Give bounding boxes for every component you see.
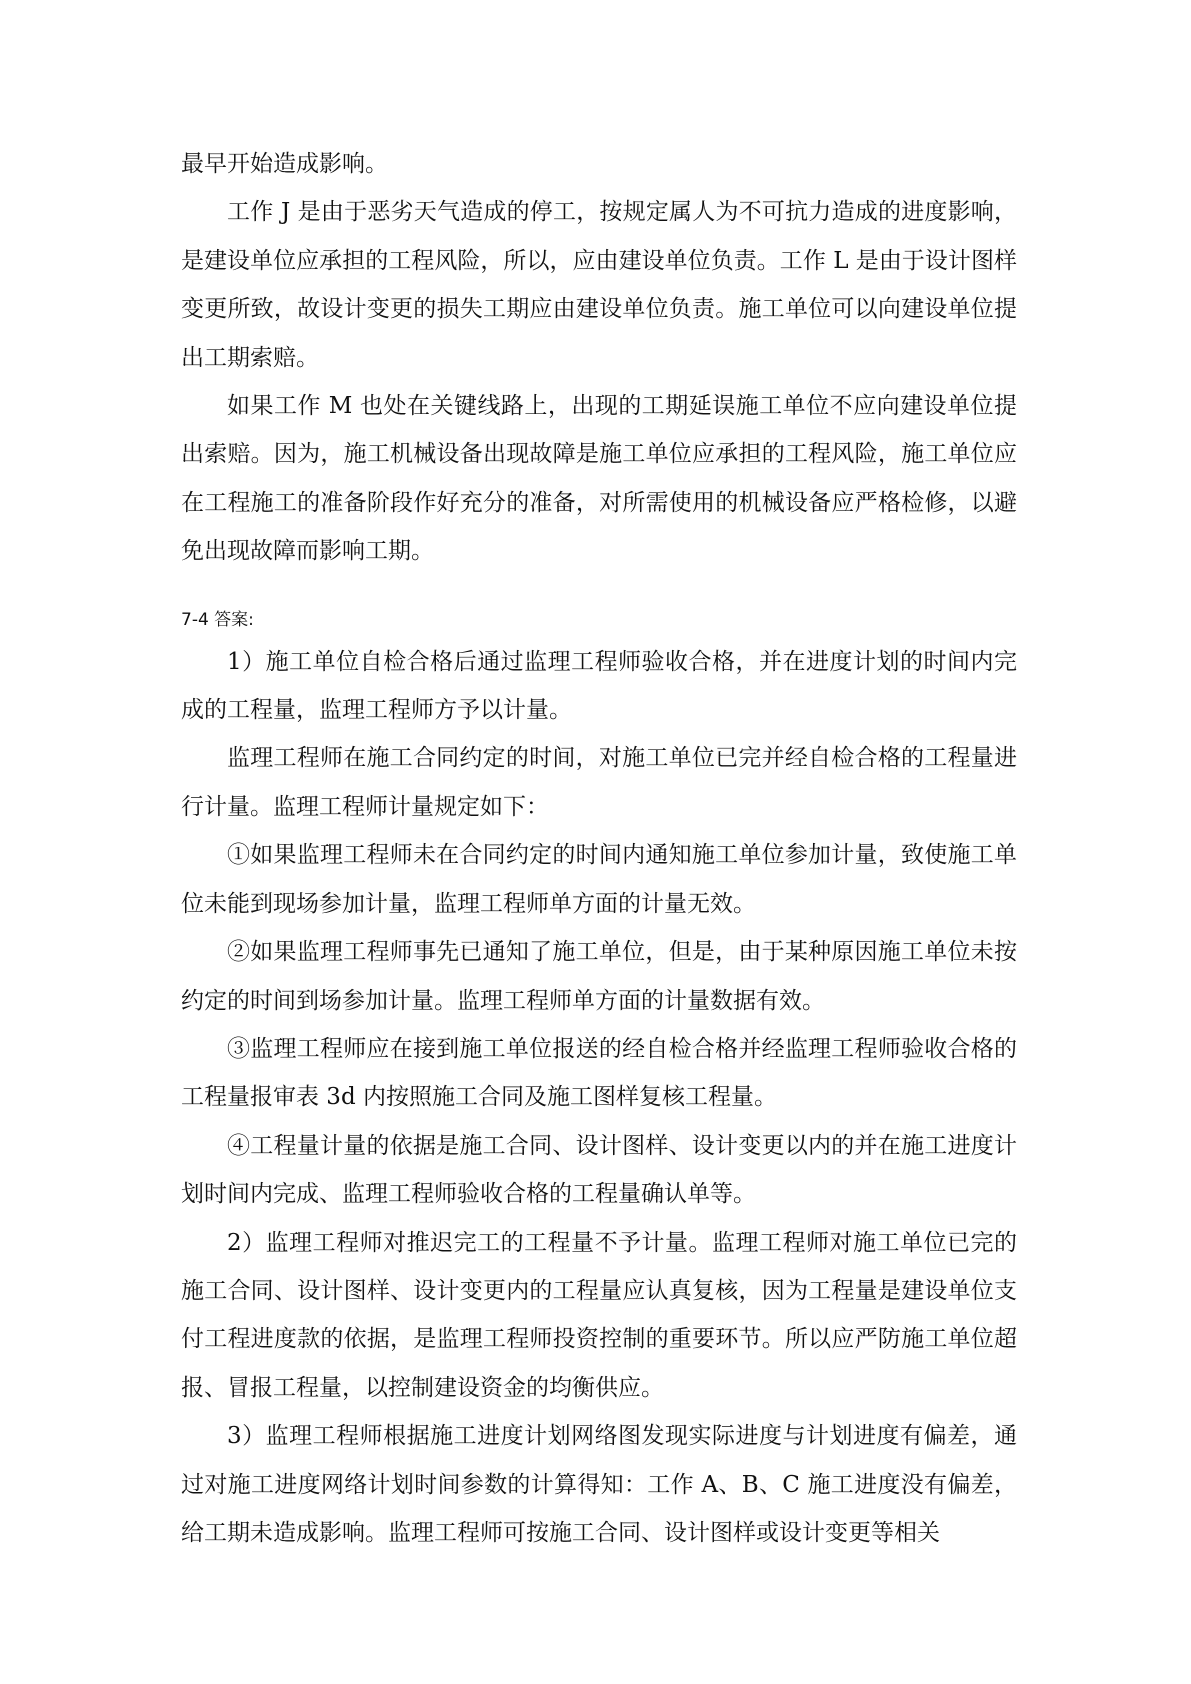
paragraph-0: 最早开始造成影响。 bbox=[181, 151, 388, 177]
paragraph-3: 1）施工单位自检合格后通过监理工程师验收合格，并在进度计划的时间内完成的工程量，监理工程师方予以计量。 bbox=[181, 648, 1017, 724]
section-heading: 7-4 答案: bbox=[181, 609, 254, 630]
document-page bbox=[181, 140, 1017, 1557]
paragraph-1: 工作 J 是由于恶劣天气造成的停工，按规定属人为不可抗力造成的进度影响，是建设单位应承担的工程风险，所以，应由建设单位负责。工作 L 是由于设计图样变更所致，故设计变更的损失工期应由建设单位负责。施工单位可以向建设单位提出工期索赔。 bbox=[181, 199, 1017, 371]
paragraph-6: ②如果监理工程师事先已通知了施工单位，但是，由于某种原因施工单位未按约定的时间到场参加计量。监理工程师单方面的计量数据有效。 bbox=[181, 939, 1017, 1014]
paragraph-7: ③监理工程师应在接到施工单位报送的经自检合格并经监理工程师验收合格的工程量报审表 3d 内按照施工合同及施工图样复核工程量。 bbox=[181, 1035, 1017, 1111]
paragraph-9: 2）监理工程师对推迟完工的工程量不予计量。监理工程师对施工单位已完的施工合同、设计图样、设计变更内的工程量应认真复核，因为工程量是建设单位支付工程进度款的依据，是监理工程师投资控制的重要环节。所以应严防施工单位超报、冒报工程量，以控制建设资金的均衡供应。 bbox=[181, 1229, 1017, 1401]
paragraph-2: 如果工作 M 也处在关键线路上，出现的工期延误施工单位不应向建设单位提出索赔。因为，施工机械设备出现故障是施工单位应承担的工程风险，施工单位应在工程施工的准备阶段作好充分的准备，对所需使用的机械设备应严格检修，以避免出现故障而影响工期。 bbox=[181, 393, 1017, 565]
paragraph-5: ①如果监理工程师未在合同约定的时间内通知施工单位参加计量，致使施工单位未能到现场参加计量，监理工程师单方面的计量无效。 bbox=[181, 842, 1017, 917]
paragraph-10: 3）监理工程师根据施工进度计划网络图发现实际进度与计划进度有偏差，通过对施工进度网络计划时间参数的计算得知：工作 A、B、C 施工进度没有偏差，给工期未造成影响。监理工程师可按施工合同、设计图样或设计变更等相关 bbox=[181, 1423, 1017, 1546]
paragraph-4: 监理工程师在施工合同约定的时间，对施工单位已完并经自检合格的工程量进行计量。监理工程师计量规定如下： bbox=[181, 745, 1017, 820]
paragraph-8: ④工程量计量的依据是施工合同、设计图样、设计变更以内的并在施工进度计划时间内完成、监理工程师验收合格的工程量确认单等。 bbox=[181, 1132, 1017, 1208]
